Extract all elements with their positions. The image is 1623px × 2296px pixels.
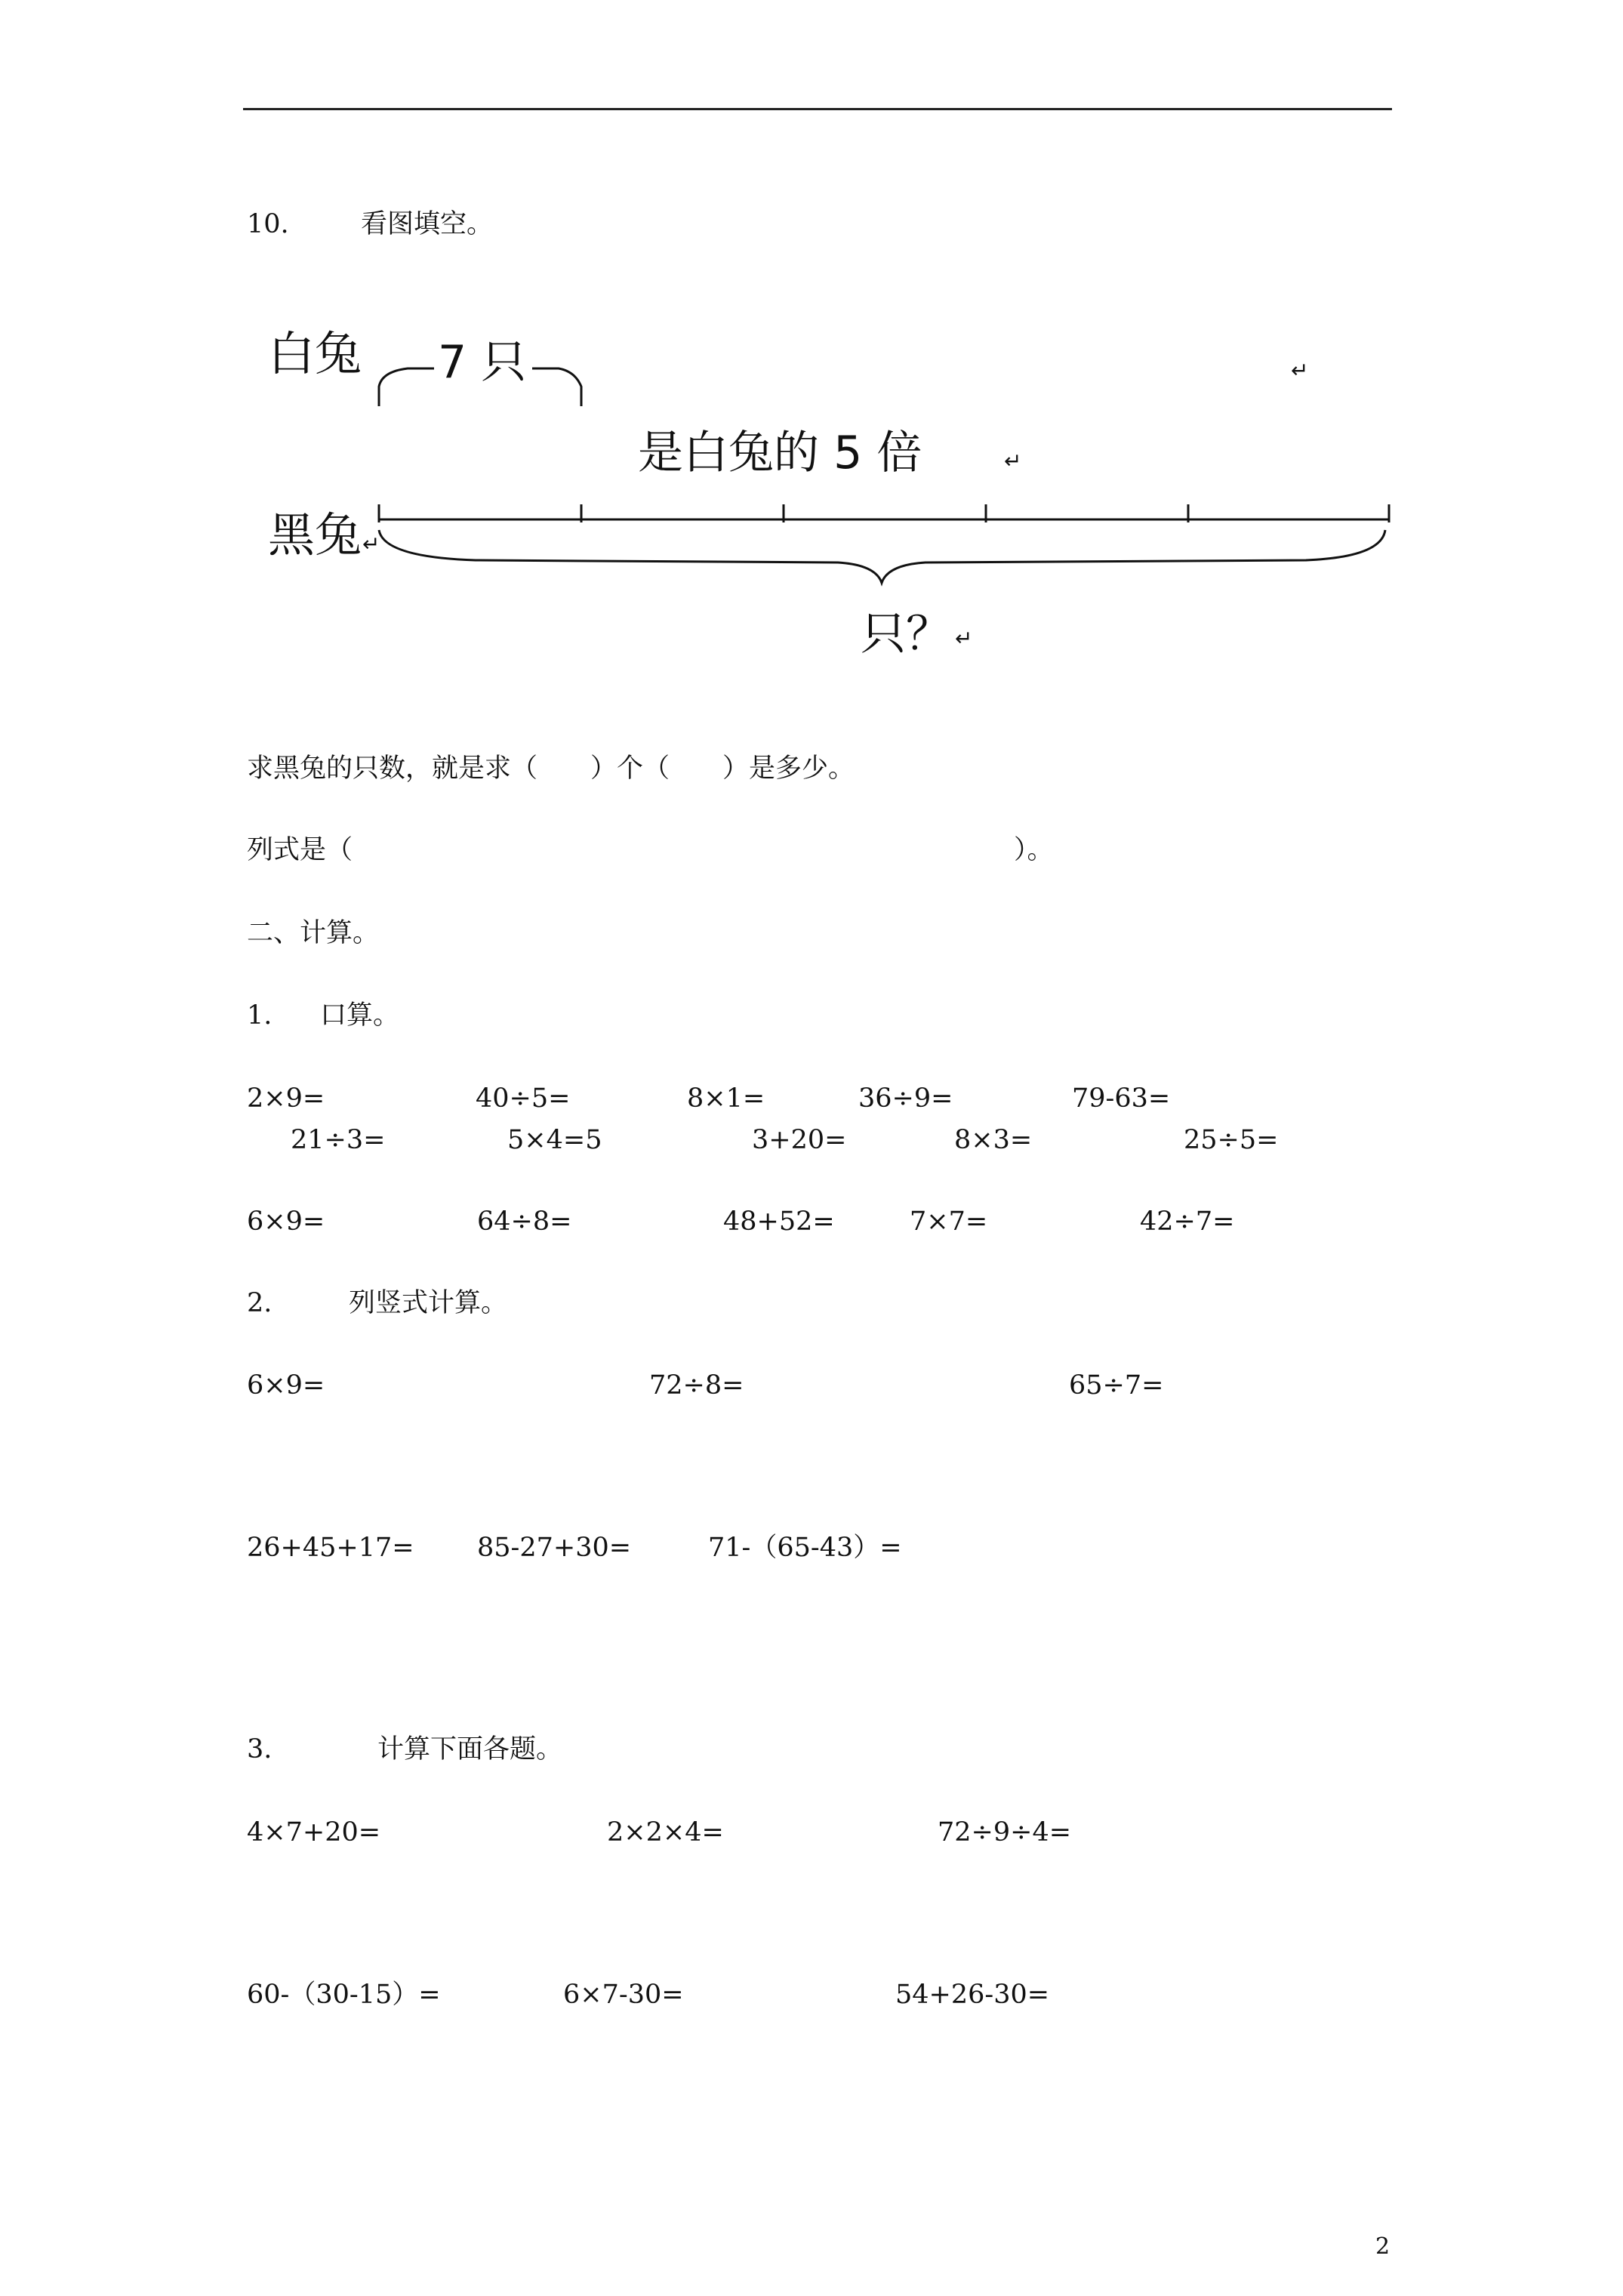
oral-problem: 48+52= [723, 1207, 835, 1237]
oral-problem: 79-63= [1072, 1083, 1171, 1114]
oral-problem: 36÷9= [858, 1083, 953, 1114]
calc-problem: 2×2×4= [607, 1817, 724, 1848]
calc-problem: 54+26-30= [895, 1980, 1050, 2010]
vertical-problem: 72÷8= [649, 1370, 744, 1401]
fill-line-2-end: ）。 [1014, 835, 1054, 865]
calc-problem: 4×7+20= [247, 1817, 381, 1848]
black-rabbit-label: 黑兔 [268, 507, 362, 562]
oral-problem: 42÷7= [1140, 1207, 1235, 1237]
oral-problem: 8×3= [954, 1125, 1033, 1155]
calc-problem: 60-（30-15）= [247, 1980, 441, 2010]
vertical-problem: 65÷7= [1069, 1370, 1164, 1401]
oral-problem: 7×7= [910, 1207, 988, 1237]
black-rabbit-brace [379, 530, 1385, 583]
calc-title: 计算下面各题。 [377, 1734, 563, 1764]
oral-problem: 40÷5= [476, 1083, 571, 1114]
calc-number: 3. [247, 1734, 273, 1764]
section-2-title: 二、计算。 [247, 918, 380, 948]
vertical-problem: 85-27+30= [477, 1533, 632, 1563]
fill-line-2-start: 列式是（ [247, 835, 353, 865]
rabbit-diagram [249, 317, 1427, 664]
oral-problem: 8×1= [687, 1083, 765, 1114]
oral-title: 口算。 [320, 1000, 400, 1031]
oral-problem: 3+20= [752, 1125, 847, 1155]
calc-problem: 72÷9÷4= [938, 1817, 1072, 1848]
oral-problem: 2×9= [247, 1083, 325, 1114]
header-rule [243, 108, 1392, 110]
question-label: 只？ [861, 608, 951, 661]
return-mark: ↵ [1004, 448, 1022, 473]
vertical-title: 列竖式计算。 [349, 1288, 508, 1318]
vertical-problem: 6×9= [247, 1370, 325, 1401]
q10-title: 看图填空。 [361, 209, 494, 239]
relation-label: 是白兔的 5 倍 [638, 427, 922, 479]
white-rabbit-count: 7 只 [438, 336, 527, 389]
oral-problem: 64÷8= [477, 1207, 572, 1237]
vertical-problem: 71-（65-43）= [708, 1533, 902, 1563]
vertical-number: 2. [247, 1288, 273, 1318]
q10-number: 10. [247, 209, 289, 239]
oral-problem: 5×4=5 [507, 1125, 602, 1155]
oral-problem: 21÷3= [291, 1125, 386, 1155]
vertical-problem: 26+45+17= [247, 1533, 414, 1563]
return-mark: ↵ [362, 532, 380, 556]
fill-line-1: 求黑兔的只数，就是求（ ）个（ ）是多少。 [247, 754, 855, 784]
white-rabbit-label: 白兔 [268, 326, 362, 381]
calc-problem: 6×7-30= [563, 1980, 684, 2010]
return-mark: ↵ [955, 626, 973, 651]
return-mark: ↵ [1291, 358, 1309, 383]
oral-problem: 25÷5= [1184, 1125, 1279, 1155]
oral-number: 1. [247, 1000, 273, 1031]
oral-problem: 6×9= [247, 1207, 325, 1237]
page-number: 2 [1375, 2233, 1390, 2260]
